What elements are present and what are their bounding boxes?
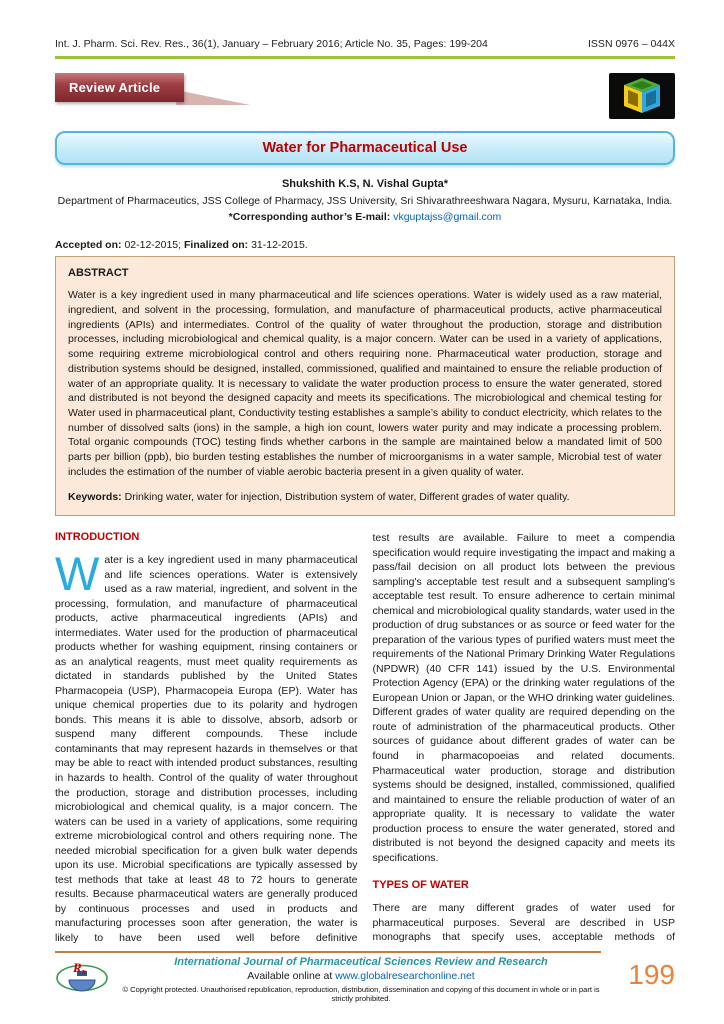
footer-website-link[interactable]: www.globalresearchonline.net (335, 970, 475, 982)
intro-text: ater is a key ingredient used in many pharmaceutical and life sciences operations. Water is extensively used as a raw material, ingredient, and solvent in the processing, formulation, and manufacture of pharmaceutical products, active pharmaceutical ingredients (APIs) and intermediates. Water used for the production of pharmaceutical products whether for washing equipment, rinsing containers or as an analytical reagents, must meet quality requirements as dictated in standards published by the United States Pharmacopeia (USP), Pharmacopeia Europa (EP). Water has unique chemical properties due to its polarity and hydrogen bonds. This means it is able to dissolve, absorb, adsorb or suspend many different compounds. These include contaminants that may represent hazards in themselves or that may be able to react with intended product substances, resulting in hazards to health. Control of the quality of water throughout the production, storage and distribution processes, including microbiological and chemical quality, is a major concern. The waters can be used in a variety of applications, some requiring extreme microbiological control and others requiring none. The needed microbial specification for a given bulk water depends upon its use. Microbial specifications are typically assessed by test methods that take at least 48 to 72 hours to generate results. Because pharmaceutical waters are generally produced by continuous processes and used in products and manufacturing processes soon after generation, the water is likely to have been used well before definitive (55, 554, 358, 944)
footer-available-line (111, 970, 611, 982)
finalized-value: 31-12-2015. (251, 239, 308, 252)
keywords-line (68, 490, 662, 505)
dates-line (55, 239, 675, 251)
corresponding-line (55, 210, 675, 225)
journal-cube-logo (609, 73, 675, 119)
header-citation: Int. J. Pharm. Sci. Rev. Res., 36(1), January – February 2016; Article No. 35, Pages: 199-204 (55, 38, 488, 50)
column-left (55, 531, 358, 955)
svg-text:x: x (82, 967, 86, 976)
page-header (55, 38, 675, 59)
header-divider (55, 56, 675, 59)
keywords-text: Drinking water, water for injection, Distribution system of water, Different grades of water quality. (124, 491, 570, 504)
authors-line: Shukshith K.S, N. Vishal Gupta* (281, 178, 449, 190)
types-of-water-heading: TYPES OF WATER (372, 879, 469, 892)
abstract-heading: ABSTRACT (68, 267, 129, 280)
page-footer (55, 951, 675, 1004)
finalized-label: Finalized on: (183, 239, 252, 252)
review-article-badge-wrap (55, 73, 250, 102)
badge-row (55, 73, 675, 123)
footer-copyright: © Copyright protected. Unauthorised republication, reproduction, distribution, dissemination and copying of this document in whole or in part is strictly prohibited. (122, 985, 600, 1003)
header-issn: ISSN 0976 – 044X (588, 38, 675, 50)
introduction-heading: INTRODUCTION (55, 531, 140, 543)
rx-mortar-logo (55, 953, 111, 1004)
page-number: 199 (628, 959, 675, 990)
column-right-text: test results are available. Failure to meet a compendia specification would require investigating the impact and making a pass/fail decision on all product lots between the previous sampling's acceptable test result and a subsequent sampling's acceptable test result. To ensure adherence to certain minimal chemical and microbiological quality standards, water used in the production of drug substances or as source or feed water for the preparation of the various types of purified waters must meet the requirements of the National Primary Drinking Water Regulations (NPDWR) (40 CFR 141) issued by the U.S. Environmental Protection Agency (EPA) or the drinking water regulations of the European Union or Japan, or the WHO drinking water guidelines. Different grades of water quality are required depending on the route of administration of the pharmaceutical products. Other sources of guidance about different grades of water can be found in pharmacopoeias and related documents. Pharmaceutical water production, storage and distribution systems should be designed, installed, commissioned, qualified and maintained to ensure the reliable production of water of an appropriate quality. It is necessary to validate the water production process to ensure the water generated, stored and distributed is not beyond the designed capacity and meets its specifications. (372, 532, 675, 864)
corresponding-label: *Corresponding author’s E-mail: (228, 211, 394, 224)
corresponding-email-link[interactable]: vkguptajss@gmail.com (393, 211, 502, 224)
types-paragraph: There are many different grades of water used for pharmaceutical purposes. Several are described in USP monographs that specify uses, acceptable methods of (372, 902, 675, 944)
badge-ribbon-shape (176, 90, 250, 105)
accepted-value: 02-12-2015; (124, 239, 184, 252)
footer-center-block (111, 953, 611, 1003)
article-title: Water for Pharmaceutical Use (262, 140, 468, 156)
article-body-columns (55, 531, 675, 955)
abstract-box (55, 256, 675, 516)
column-right (373, 531, 676, 955)
review-article-label: Review Article (69, 80, 161, 95)
footer-journal-name: International Journal of Pharmaceutical Sciences Review and Research (174, 956, 548, 968)
article-title-box (55, 131, 675, 165)
byline-block (55, 177, 675, 225)
abstract-text: Water is a key ingredient used in many pharmaceutical and life sciences operations. Water is widely used as a raw material, ingredient, and solvent in the processing, formulation, and manufacture of pharmaceutical products, active pharmaceutical ingredients (APIs) and intermediates. Control of the quality of water throughout the production, storage and distribution processes, including microbiological and chemical quality, is a major concern. Water can be used in a variety of applications, some requiring extreme microbiological control and others requiring none. Pharmaceutical water production, storage and distribution systems should be designed, installed, commissioned, qualified and maintained to ensure the reliable production of water of an appropriate quality. It is necessary to validate the water production process to ensure the water generated, stored and distributed is not beyond the designed capacity and meets its specifications. The microbiological and chemical testing for Water used in pharmaceutical plant, Conductivity testing establishes a sample’s ability to conduct electricity, which relates to the number of dissolved salts (ions) in the sample, a high ion count, lowers water purity and may indicate a processing problem. Total organic compounds (TOC) testing finds whether carbons in the sample are maintained below a mandated limit of 500 parts per billion (ppb), bio burden testing establishes the number of microorganisms in a water sample, Microbial test of water includes the estimation of the number of viable aerobic bacteria present in a given quality of water. (68, 289, 662, 478)
accepted-label: Accepted on: (55, 239, 125, 252)
svg-text:R: R (73, 960, 82, 975)
footer-available-label: Available online at (247, 970, 336, 982)
review-article-badge (55, 73, 184, 102)
affiliation-line: Department of Pharmaceutics, JSS College of Pharmacy, JSS University, Sri Shivarathreeshwara Nagara, Mysuru, Karnataka, India. (57, 194, 673, 207)
intro-paragraph (55, 547, 358, 945)
drop-cap: W (55, 547, 100, 600)
keywords-label: Keywords: (68, 491, 125, 504)
